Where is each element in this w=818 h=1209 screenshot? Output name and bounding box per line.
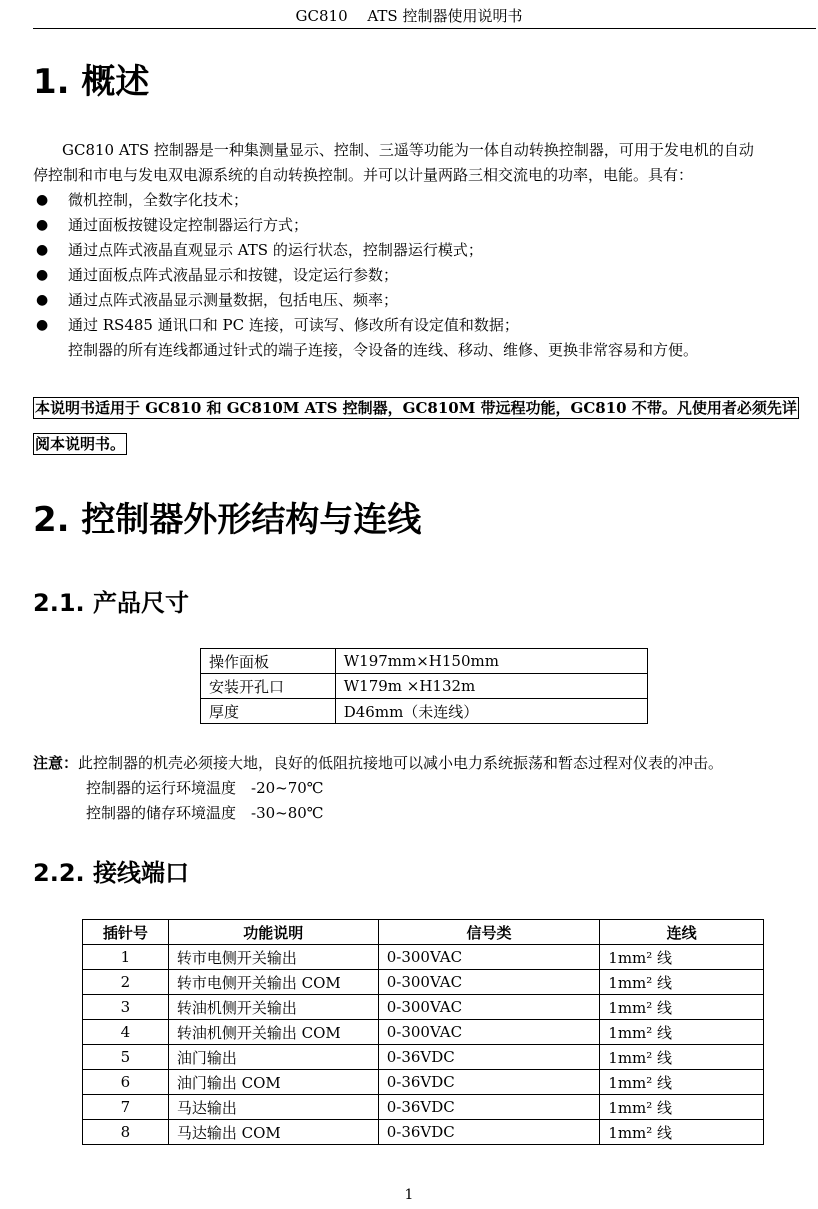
table-cell: 1mm² 线 [600, 1095, 764, 1120]
table-cell: 0-36VDC [378, 1045, 600, 1070]
table-cell: 转市电侧开关输出 [168, 945, 378, 970]
table-cell: 0-300VAC [378, 970, 600, 995]
table-cell: 油门输出 [168, 1045, 378, 1070]
table-cell: 6 [83, 1070, 169, 1095]
table-row [83, 1120, 764, 1145]
bullet-icon: ● [36, 242, 49, 258]
table-cell: 1 [83, 945, 169, 970]
table-cell: W197mm×H150mm [335, 649, 647, 674]
list-item: 通过 RS485 通讯口和 PC 连接，可读写、修改所有设定值和数据； [68, 316, 519, 334]
table-cell: 0-300VAC [378, 945, 600, 970]
column-header: 连线 [600, 920, 764, 945]
table-cell: 操作面板 [201, 649, 336, 674]
bullet-icon: ● [36, 317, 49, 333]
bullet-icon: ● [36, 292, 49, 308]
table-cell: 油门输出 COM [168, 1070, 378, 1095]
applicability-notice-line-1: 本说明书适用于 GC810 和 GC810M ATS 控制器，GC810M 带远程功能，GC810 不带。凡使用者必须先详 [35, 399, 797, 417]
table-row [201, 649, 648, 674]
table-cell: 马达输出 COM [168, 1120, 378, 1145]
intro-line-2: 停控制和市电与发电双电源系统的自动转换控制。并可以计量两路三相交流电的功率，电能。具有： [33, 166, 694, 184]
table-cell: 转市电侧开关输出 COM [168, 970, 378, 995]
table-row [83, 945, 764, 970]
table-cell: 0-300VAC [378, 1020, 600, 1045]
intro-line-1: GC810 ATS 控制器是一种集测量显示、控制、三遥等功能为一体自动转换控制器，可用于发电机的自动 [62, 141, 754, 159]
storage-temperature: 控制器的储存环境温度 -30~80℃ [86, 804, 324, 822]
table-row [201, 699, 648, 724]
section-2-title: 2. 控制器外形结构与连线 [33, 500, 422, 540]
section-1-title: 1. 概述 [33, 62, 150, 102]
table-cell: 4 [83, 1020, 169, 1045]
table-cell: 0-300VAC [378, 995, 600, 1020]
table-row [83, 970, 764, 995]
table-cell: 1mm² 线 [600, 945, 764, 970]
table-cell: 1mm² 线 [600, 1020, 764, 1045]
subsection-2-2-title: 2.2. 接线端口 [33, 859, 189, 887]
bullet-icon: ● [36, 217, 49, 233]
table-row [83, 1070, 764, 1095]
grounding-note [33, 753, 723, 774]
table-cell: 马达输出 [168, 1095, 378, 1120]
subsection-2-1-title: 2.1. 产品尺寸 [33, 589, 189, 617]
table-row [83, 1095, 764, 1120]
table-cell: 2 [83, 970, 169, 995]
table-row [201, 674, 648, 699]
table-cell: 转油机侧开关输出 [168, 995, 378, 1020]
terminal-table [82, 919, 764, 1145]
operating-temperature: 控制器的运行环境温度 -20~70℃ [86, 779, 324, 797]
table-cell: 0-36VDC [378, 1120, 600, 1145]
table-row [83, 1020, 764, 1045]
list-item: 通过面板按键设定控制器运行方式； [68, 216, 309, 234]
note-text: 此控制器的机壳必须接大地，良好的低阻抗接地可以减小电力系统振荡和暂态过程对仪表的冲击。 [78, 754, 724, 772]
table-cell: 8 [83, 1120, 169, 1145]
table-cell: 安装开孔口 [201, 674, 336, 699]
list-item: 通过面板点阵式液晶显示和按键，设定运行参数； [68, 266, 399, 284]
table-cell: 1mm² 线 [600, 995, 764, 1020]
table-cell: 5 [83, 1045, 169, 1070]
table-cell: 0-36VDC [378, 1095, 600, 1120]
table-cell: 厚度 [201, 699, 336, 724]
table-row [83, 1045, 764, 1070]
applicability-notice-line-2: 阅本说明书。 [35, 435, 126, 453]
note-label: 注意： [33, 754, 79, 772]
dimensions-table [200, 648, 648, 724]
bullet-icon: ● [36, 192, 49, 208]
table-cell: 1mm² 线 [600, 1070, 764, 1095]
table-cell: D46mm（未连线） [335, 699, 647, 724]
closing-paragraph: 控制器的所有连线都通过针式的端子连接，令设备的连线、移动、维修、更换非常容易和方便。 [68, 341, 699, 359]
list-item: 微机控制，全数字化技术； [68, 191, 249, 209]
running-header: GC810 ATS 控制器使用说明书 [295, 7, 523, 25]
table-cell: 转油机侧开关输出 COM [168, 1020, 378, 1045]
table-cell: 1mm² 线 [600, 1120, 764, 1145]
table-cell: 0-36VDC [378, 1070, 600, 1095]
table-header-row [83, 920, 764, 945]
list-item: 通过点阵式液晶显示测量数据，包括电压、频率； [68, 291, 399, 309]
column-header: 信号类 [378, 920, 600, 945]
table-cell: 3 [83, 995, 169, 1020]
table-row [83, 995, 764, 1020]
bullet-icon: ● [36, 267, 49, 283]
table-cell: 7 [83, 1095, 169, 1120]
column-header: 插针号 [83, 920, 169, 945]
page-number: 1 [404, 1187, 414, 1203]
table-cell: 1mm² 线 [600, 1045, 764, 1070]
column-header: 功能说明 [168, 920, 378, 945]
list-item: 通过点阵式液晶直观显示 ATS 的运行状态，控制器运行模式； [68, 241, 483, 259]
header-rule [33, 28, 816, 29]
table-cell: 1mm² 线 [600, 970, 764, 995]
table-cell: W179m ×H132m [335, 674, 647, 699]
